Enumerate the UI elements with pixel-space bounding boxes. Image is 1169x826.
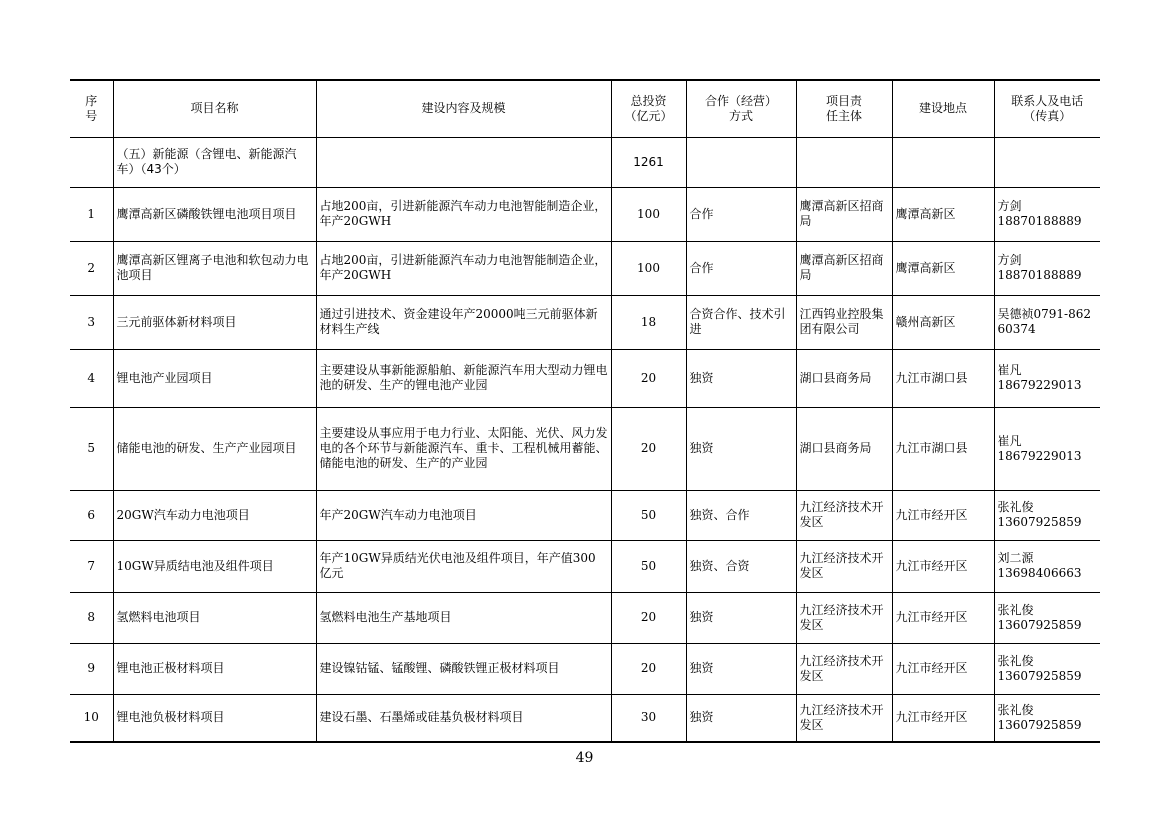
row-owner: 九江经济技术开发区 bbox=[796, 540, 892, 592]
category-invest: 1261 bbox=[611, 137, 686, 187]
table-row bbox=[70, 187, 1100, 241]
row-project-name: 三元前驱体新材料项目 bbox=[113, 295, 316, 349]
table-row bbox=[70, 643, 1100, 694]
row-location: 鹰潭高新区 bbox=[892, 187, 994, 241]
header-seq: 序 号 bbox=[70, 80, 113, 137]
row-seq: 9 bbox=[70, 643, 113, 694]
table-row bbox=[70, 241, 1100, 295]
row-content: 建设石墨、石墨烯或硅基负极材料项目 bbox=[316, 694, 611, 742]
row-owner: 九江经济技术开发区 bbox=[796, 490, 892, 540]
table-row bbox=[70, 407, 1100, 490]
table-row bbox=[70, 295, 1100, 349]
row-mode: 合作 bbox=[686, 241, 796, 295]
row-content: 氢燃料电池生产基地项目 bbox=[316, 592, 611, 643]
row-owner: 鹰潭高新区招商局 bbox=[796, 241, 892, 295]
row-location: 九江市经开区 bbox=[892, 490, 994, 540]
row-seq: 7 bbox=[70, 540, 113, 592]
table-row bbox=[70, 592, 1100, 643]
category-content-cell bbox=[316, 137, 611, 187]
row-project-name: 锂电池负极材料项目 bbox=[113, 694, 316, 742]
header-mode: 合作（经营） 方式 bbox=[686, 80, 796, 137]
row-content: 年产10GW异质结光伏电池及组件项目，年产值300亿元 bbox=[316, 540, 611, 592]
row-location: 九江市经开区 bbox=[892, 694, 994, 742]
row-seq: 6 bbox=[70, 490, 113, 540]
row-owner: 九江经济技术开发区 bbox=[796, 643, 892, 694]
row-project-name: 20GW汽车动力电池项目 bbox=[113, 490, 316, 540]
row-contact: 方剑 18870188889 bbox=[994, 241, 1100, 295]
row-owner: 鹰潭高新区招商局 bbox=[796, 187, 892, 241]
row-contact: 张礼俊 13607925859 bbox=[994, 694, 1100, 742]
category-location-cell bbox=[892, 137, 994, 187]
row-project-name: 鹰潭高新区磷酸铁锂电池项目项目 bbox=[113, 187, 316, 241]
row-owner: 湖口县商务局 bbox=[796, 349, 892, 407]
row-location: 九江市经开区 bbox=[892, 643, 994, 694]
row-owner: 湖口县商务局 bbox=[796, 407, 892, 490]
row-project-name: 锂电池正极材料项目 bbox=[113, 643, 316, 694]
row-mode: 独资 bbox=[686, 407, 796, 490]
document-page bbox=[70, 79, 1100, 743]
row-location: 九江市湖口县 bbox=[892, 407, 994, 490]
row-mode: 合资合作、技术引进 bbox=[686, 295, 796, 349]
row-project-name: 锂电池产业园项目 bbox=[113, 349, 316, 407]
row-mode: 独资 bbox=[686, 592, 796, 643]
row-content: 占地200亩，引进新能源汽车动力电池智能制造企业，年产20GWH bbox=[316, 241, 611, 295]
category-contact-cell bbox=[994, 137, 1100, 187]
header-invest: 总投资 （亿元） bbox=[611, 80, 686, 137]
row-contact: 方剑 18870188889 bbox=[994, 187, 1100, 241]
row-invest: 18 bbox=[611, 295, 686, 349]
table-row bbox=[70, 694, 1100, 742]
row-invest: 100 bbox=[611, 187, 686, 241]
row-invest: 30 bbox=[611, 694, 686, 742]
row-invest: 20 bbox=[611, 407, 686, 490]
row-contact: 崔凡 18679229013 bbox=[994, 349, 1100, 407]
category-mode-cell bbox=[686, 137, 796, 187]
row-owner: 江西钨业控股集团有限公司 bbox=[796, 295, 892, 349]
row-mode: 独资 bbox=[686, 349, 796, 407]
row-contact: 张礼俊 13607925859 bbox=[994, 592, 1100, 643]
row-contact: 刘二源 13698406663 bbox=[994, 540, 1100, 592]
row-contact: 张礼俊 13607925859 bbox=[994, 643, 1100, 694]
row-invest: 20 bbox=[611, 592, 686, 643]
table-row bbox=[70, 349, 1100, 407]
header-owner: 项目责 任主体 bbox=[796, 80, 892, 137]
row-contact: 吴德祯0791-86260374 bbox=[994, 295, 1100, 349]
project-table bbox=[70, 79, 1100, 743]
category-owner-cell bbox=[796, 137, 892, 187]
row-seq: 3 bbox=[70, 295, 113, 349]
header-contact: 联系人及电话 （传真） bbox=[994, 80, 1100, 137]
row-project-name: 鹰潭高新区锂离子电池和软包动力电池项目 bbox=[113, 241, 316, 295]
row-content: 主要建设从事新能源船舶、新能源汽车用大型动力锂电池的研发、生产的锂电池产业园 bbox=[316, 349, 611, 407]
row-seq: 2 bbox=[70, 241, 113, 295]
row-invest: 100 bbox=[611, 241, 686, 295]
row-owner: 九江经济技术开发区 bbox=[796, 592, 892, 643]
row-content: 占地200亩，引进新能源汽车动力电池智能制造企业，年产20GWH bbox=[316, 187, 611, 241]
row-content: 通过引进技术、资金建设年产20000吨三元前驱体新材料生产线 bbox=[316, 295, 611, 349]
row-seq: 5 bbox=[70, 407, 113, 490]
page-number: 49 bbox=[575, 750, 594, 766]
row-mode: 独资 bbox=[686, 643, 796, 694]
table-row bbox=[70, 540, 1100, 592]
row-project-name: 储能电池的研发、生产产业园项目 bbox=[113, 407, 316, 490]
row-seq: 10 bbox=[70, 694, 113, 742]
row-location: 鹰潭高新区 bbox=[892, 241, 994, 295]
category-row bbox=[70, 137, 1100, 187]
row-location: 九江市湖口县 bbox=[892, 349, 994, 407]
row-invest: 50 bbox=[611, 540, 686, 592]
row-location: 赣州高新区 bbox=[892, 295, 994, 349]
row-seq: 4 bbox=[70, 349, 113, 407]
row-invest: 50 bbox=[611, 490, 686, 540]
header-content: 建设内容及规模 bbox=[316, 80, 611, 137]
row-contact: 崔凡 18679229013 bbox=[994, 407, 1100, 490]
row-content: 主要建设从事应用于电力行业、太阳能、光伏、风力发电的各个环节与新能源汽车、重卡、工程机械用蓄能、储能电池的研发、生产的产业园 bbox=[316, 407, 611, 490]
row-location: 九江市经开区 bbox=[892, 592, 994, 643]
row-invest: 20 bbox=[611, 643, 686, 694]
table-row bbox=[70, 490, 1100, 540]
row-project-name: 氢燃料电池项目 bbox=[113, 592, 316, 643]
row-content: 建设镍钴锰、锰酸锂、磷酸铁锂正极材料项目 bbox=[316, 643, 611, 694]
row-location: 九江市经开区 bbox=[892, 540, 994, 592]
row-seq: 1 bbox=[70, 187, 113, 241]
header-location: 建设地点 bbox=[892, 80, 994, 137]
row-seq: 8 bbox=[70, 592, 113, 643]
row-mode: 合作 bbox=[686, 187, 796, 241]
row-content: 年产20GW汽车动力电池项目 bbox=[316, 490, 611, 540]
category-seq-cell bbox=[70, 137, 113, 187]
header-name: 项目名称 bbox=[113, 80, 316, 137]
row-mode: 独资、合作 bbox=[686, 490, 796, 540]
header-row bbox=[70, 80, 1100, 137]
row-mode: 独资 bbox=[686, 694, 796, 742]
row-project-name: 10GW异质结电池及组件项目 bbox=[113, 540, 316, 592]
row-invest: 20 bbox=[611, 349, 686, 407]
category-name: （五）新能源（含锂电、新能源汽车）（43个） bbox=[113, 137, 316, 187]
row-owner: 九江经济技术开发区 bbox=[796, 694, 892, 742]
row-mode: 独资、合资 bbox=[686, 540, 796, 592]
row-contact: 张礼俊 13607925859 bbox=[994, 490, 1100, 540]
